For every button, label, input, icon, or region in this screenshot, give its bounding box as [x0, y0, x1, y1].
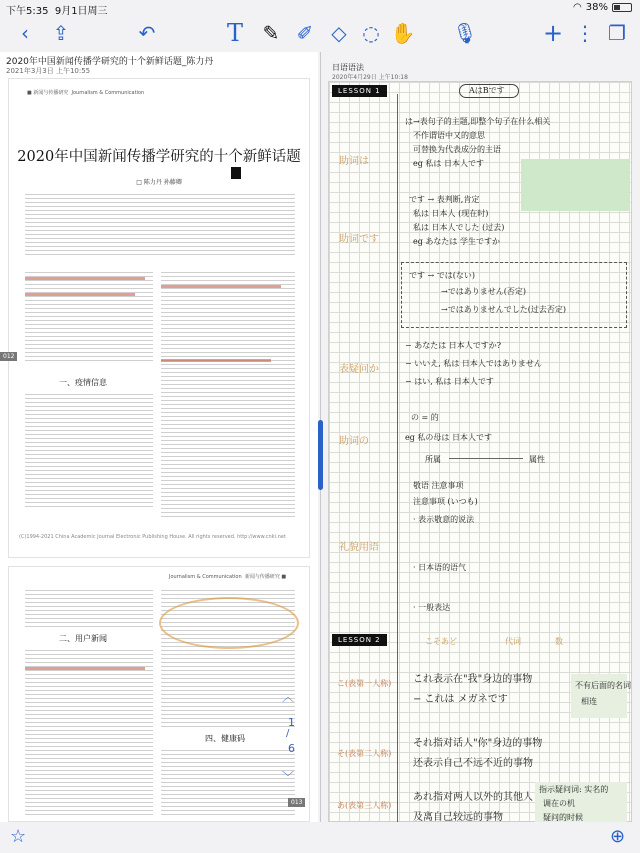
annotation-highlight [25, 667, 145, 670]
page-indicator-sep: / [286, 728, 290, 739]
label-desu: 助词です [339, 234, 379, 245]
status-right [573, 2, 632, 13]
lesson-1-topic: AはBです [469, 86, 505, 95]
eraser-icon[interactable]: ◇ [331, 21, 347, 45]
journal-header-p2: Journalism & Communication 新闻与传播研究 ■ [169, 574, 287, 580]
note-date: 2020年4月29日 上午10:18 [332, 74, 408, 81]
page-indicator-current: 1 [288, 716, 295, 729]
section-heading-1: 一、疫情信息 [59, 378, 107, 387]
text-tool-icon[interactable]: T [226, 19, 243, 47]
p2-col-right-2 [161, 747, 295, 817]
zoom-icon[interactable]: ⊕ [610, 826, 626, 847]
status-time: 下午5:35 9月1日周三 [6, 6, 108, 17]
label-no: 助词の [339, 436, 369, 447]
undo-icon[interactable]: ↶ [138, 21, 156, 45]
star-icon[interactable]: ☆ [10, 826, 27, 847]
pen-icon[interactable]: ✎ [262, 21, 280, 45]
p2-col-left [25, 587, 153, 627]
pdf-page-1[interactable] [8, 78, 310, 558]
label-greeting: 礼貌用语 [339, 542, 379, 553]
copyright-footer: (C)1994-2021 China Academic Journal Electronic Publishing House. All rights reserved. http://www.cnki.net [19, 534, 286, 540]
margin-line [397, 94, 398, 822]
label-ko: こ(表第一人称) [337, 679, 392, 688]
lasso-icon[interactable]: ◌ [362, 21, 380, 45]
lesson-2-tag: LESSON 2 [332, 634, 387, 646]
toolbar [0, 16, 640, 52]
wifi-icon: ◠ [573, 2, 582, 13]
annotation-highlight [161, 359, 271, 362]
lesson-1-tag: LESSON 1 [332, 85, 387, 97]
annotation-highlight [25, 293, 135, 296]
section-heading-2: 二、用户新闻 [59, 634, 107, 643]
page-number-tag-1: 012 [0, 352, 17, 361]
pdf-pane[interactable] [0, 52, 318, 822]
label-so: そ(表第二人称) [337, 749, 392, 758]
label-a: あ(表第三人称) [337, 801, 392, 810]
note-title: 日语语法 [332, 63, 364, 72]
page-indicator-total: 6 [288, 742, 295, 755]
battery-icon [612, 3, 632, 12]
annotation-circle [159, 597, 299, 649]
green-highlight-box [521, 159, 629, 211]
article-title: 2020年中国新闻传播学研究的十个新鲜话题 [17, 149, 301, 165]
page-down-chevron-icon[interactable]: ﹀ [282, 770, 295, 784]
annotation-highlight [161, 285, 281, 288]
pages-icon[interactable]: ❐ [608, 21, 626, 45]
abstract-text [25, 191, 295, 257]
bottom-bar [0, 822, 640, 853]
page-up-chevron-icon[interactable]: ︿ [282, 690, 295, 704]
doc-file-title: 2020年中国新闻传播学研究的十个新鲜话题_陈力丹 [6, 57, 214, 67]
label-wa: 助词は [339, 156, 369, 167]
body-col-left [25, 269, 153, 361]
mic-icon[interactable]: 🎙 [452, 21, 478, 45]
section-heading-3: 四、健康码 [205, 734, 245, 743]
page-number-tag-2: 013 [288, 798, 305, 807]
pdf-page-2[interactable] [8, 566, 310, 822]
doc-file-date: 2021年3月3日 上午10:55 [6, 67, 91, 75]
journal-header: ■ 新闻与传播研究 Journalism & Communication [27, 90, 145, 96]
back-chevron-icon[interactable]: ‹ [21, 21, 29, 45]
status-bar [0, 0, 640, 16]
article-authors: □ 陈力丹 孙藤卿 [136, 179, 182, 186]
highlighter-icon[interactable]: ✐ [296, 21, 314, 45]
battery-percent: 38% [585, 2, 608, 13]
share-icon[interactable]: ⇪ [52, 21, 70, 45]
label-question: 表疑问か [339, 364, 379, 375]
p2-col-left-2 [25, 647, 153, 817]
more-icon[interactable]: ⋮ [575, 21, 595, 45]
hand-icon[interactable]: ✋ [390, 21, 416, 45]
note-canvas[interactable]: LESSON 1 AはBです 助词は は→表句子的主题,即整个句子在什么相关 不作谓语中又的意思 可替换为代表成分的主语 eg 私は 日本人です 助词です です → 表判断,肯定 私は 日本人 (现在时) 私は 日本人でした (过去) eg あなたは 学生ですか です → では(ない) →ではありません(否定) →ではありませんでした(过去否定) 表疑问か − あなたは 日本人ですか? − いいえ, 私は 日本人ではありません − はい, 私は 日本人です 助词の の = 的 eg 私の母は 日本人です 所属 属性 礼貌用语 敬语 注意事项 注意事项 (いつも) · 表示敬意的说法 · 日本语的语气 · 一般表达 LESSON 2 こそあど 代词 数 こ(表第一人称) これ表示在"我"身边的事物 − これは メガネです 不有后面的名词 相连 そ(表第二人称) それ指对话人"你"身边的事物 还表示自己不远不近的事物 あ(表第三人称) あれ指对两人以外的其他人 及离自己较远的事物 指示疑问词: 实名的 调在の机 疑问的时候 [328, 81, 632, 822]
annotation-highlight [25, 277, 145, 280]
body-col-right [161, 269, 295, 519]
note-pane[interactable] [322, 52, 640, 822]
body-col-left-2 [25, 391, 153, 509]
add-icon[interactable]: + [542, 19, 564, 47]
